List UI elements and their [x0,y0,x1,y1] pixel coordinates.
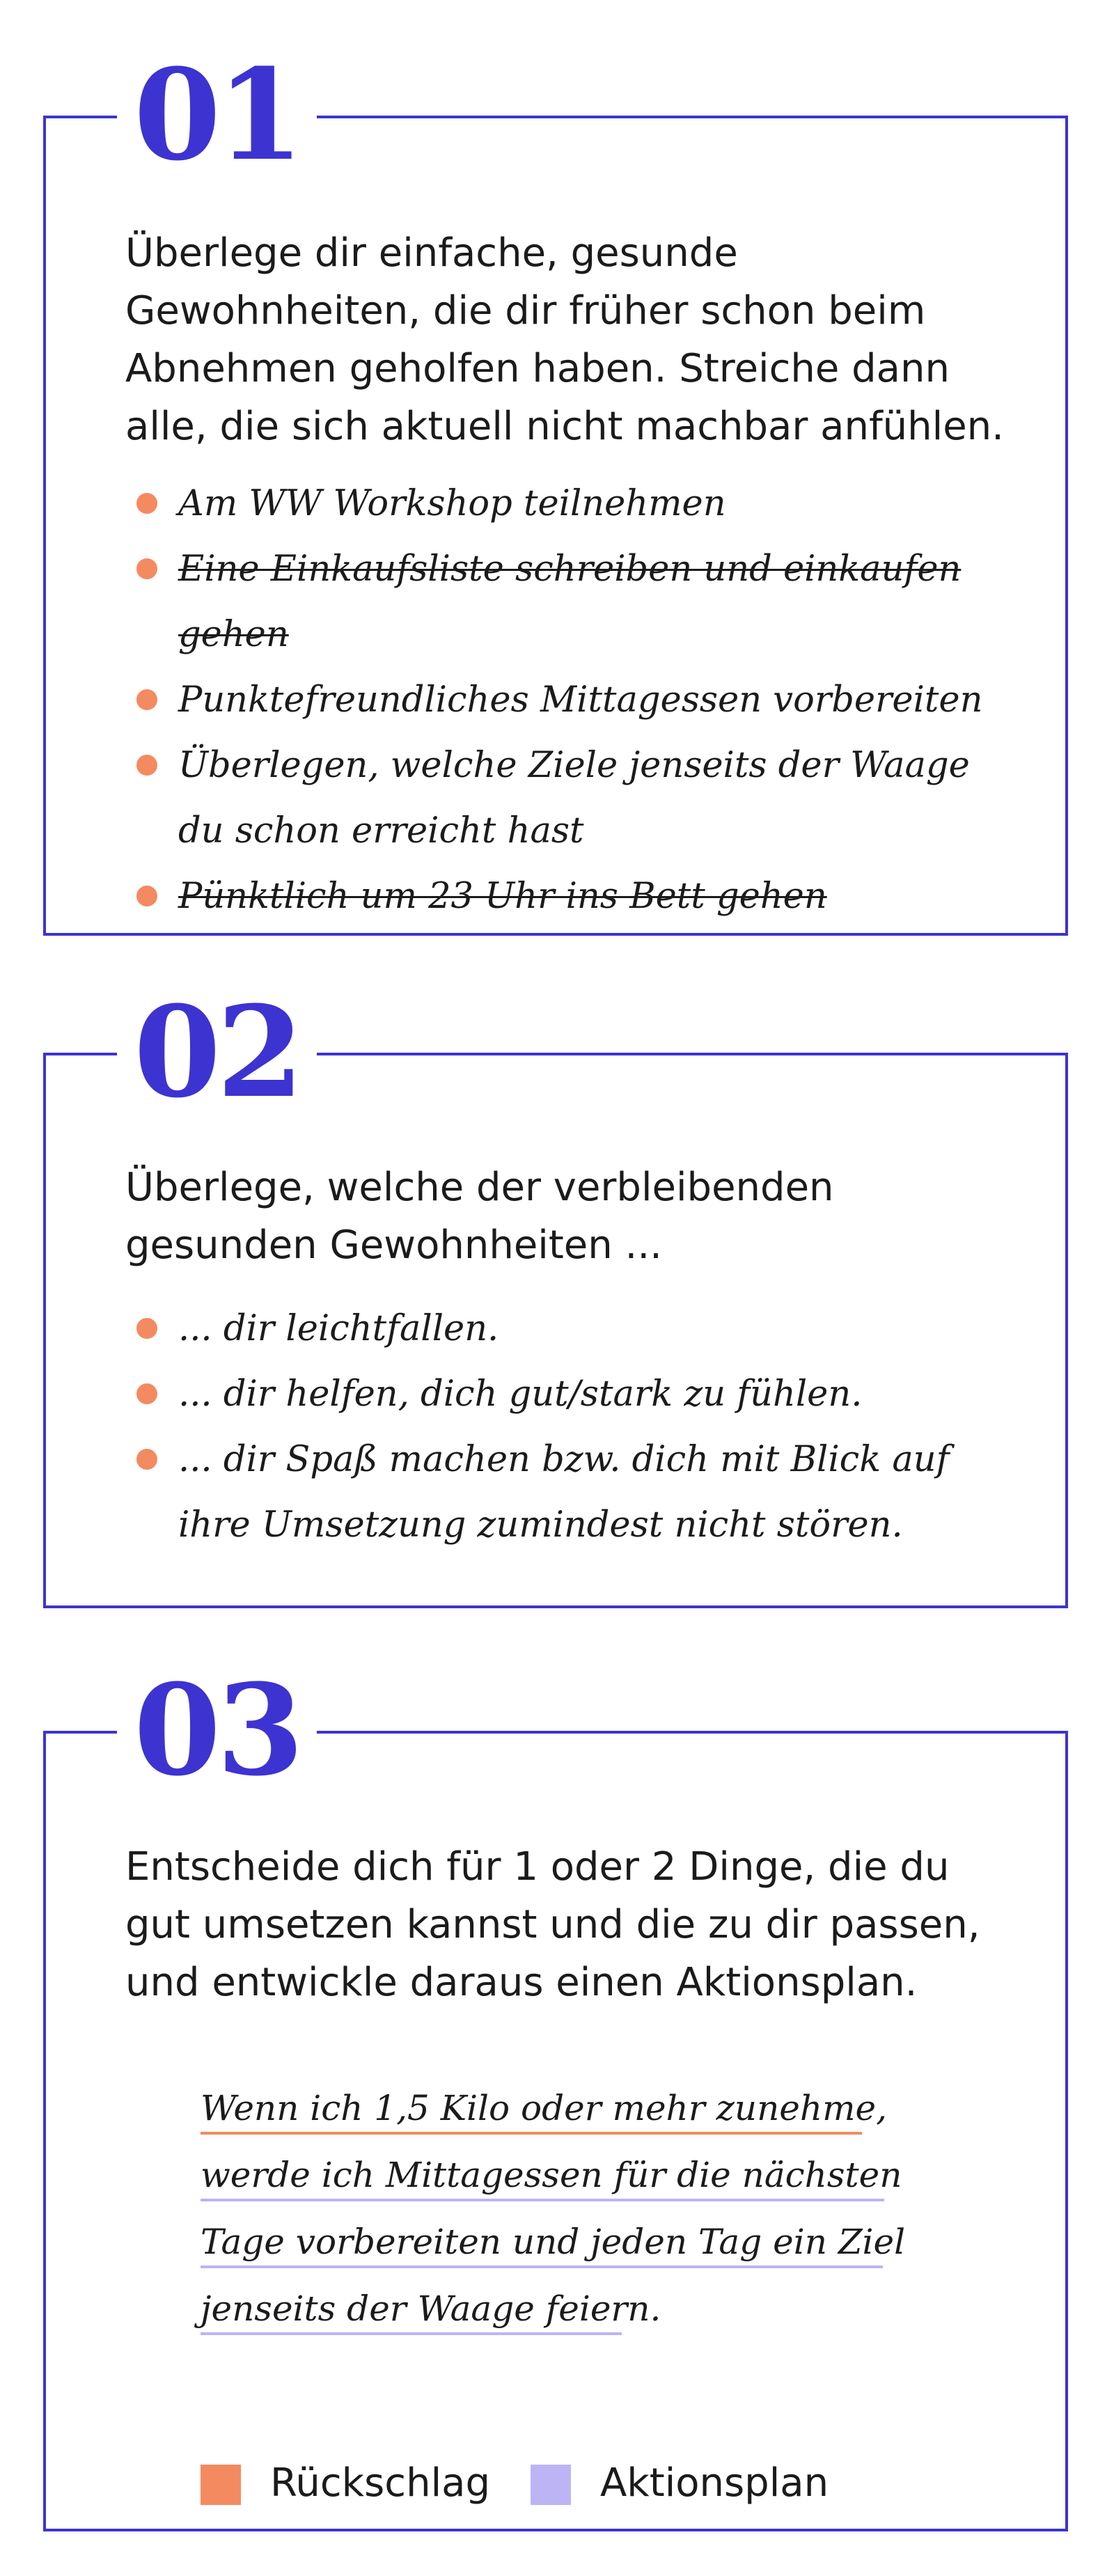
step-number-2: 02 [117,990,317,1115]
bullet-dot-icon [136,1318,157,1339]
step-3-intro: Entscheide dich für 1 oder 2 Dinge, die du gut umsetzen kannst und die zu dir passen, und entwickle daraus einen Aktionsplan. [125,1844,980,2005]
underline-aktionsplan [201,2265,883,2268]
criteria-list [136,1296,1037,1558]
plan-line-aktionsplan: Tage vorbereiten und jeden Tag ein Ziel [201,2208,905,2275]
bullet-dot-icon [136,886,157,906]
step-card-1 [43,42,1068,936]
bullet-dot-icon [136,1383,157,1404]
list-item: Punktefreundliches Mittagessen vorbereiten [136,668,1037,733]
legend-swatch-aktionsplan [531,2465,571,2505]
list-item: Überlegen, welche Ziele jenseits der Waage du schon erreicht hast [136,733,1037,864]
step-number-3: 03 [117,1668,317,1793]
plan-line-aktionsplan: jenseits der Waage feiern. [201,2275,905,2342]
list-item: ... dir helfen, dich gut/stark zu fühlen. [136,1362,1037,1427]
list-item-struck: Pünktlich um 23 Uhr ins Bett gehen [136,864,1037,929]
step-1-intro: Überlege dir einfache, gesunde Gewohnheiten, die dir früher schon beim Abnehmen geholfen haben. Streiche dann alle, die sich aktuell nicht machbar anfühlen. [125,230,1004,449]
plan-line-rueckschlag: Wenn ich 1,5 Kilo oder mehr zunehme, [201,2075,905,2142]
action-plan-example [201,2075,905,2342]
list-item: Am WW Workshop teilnehmen [136,471,1037,537]
step-card-3: 03 Entscheide dich für 1 oder 2 Dinge, die du gut umsetzen kannst und die zu dir passen, und entwickle daraus einen Aktionsplan. Wenn ich 1,5 Kilo oder mehr zunehme, werde ich Mittagessen für die nächsten Tage vorbereiten und jeden Tag ein Ziel jenseits der Waage feiern. Rückschlag Aktionsplan [43,1731,1068,2531]
step-card-2 [43,979,1068,1608]
habit-list [136,471,1037,929]
list-item-struck: Eine Einkaufsliste schreiben und einkaufen gehen [136,537,1037,668]
step-2-intro: Überlege, welche der verbleibenden gesunden Gewohnheiten ... [125,1165,834,1268]
underline-aktionsplan [201,2332,622,2335]
bullet-dot-icon [136,558,157,579]
list-item: ... dir Spaß machen bzw. dich mit Blick auf ihre Umsetzung zumindest nicht stören. [136,1427,1037,1558]
legend-swatch-rueckschlag [201,2465,241,2505]
bullet-dot-icon [136,689,157,710]
step-number-1: 01 [117,53,317,178]
list-item: ... dir leichtfallen. [136,1296,1037,1362]
bullet-dot-icon [136,755,157,776]
bullet-dot-icon [136,1449,157,1470]
bullet-dot-icon [136,493,157,514]
underline-aktionsplan [201,2199,884,2201]
plan-line-aktionsplan: werde ich Mittagessen für die nächsten [201,2142,905,2208]
underline-rueckschlag [201,2132,862,2135]
